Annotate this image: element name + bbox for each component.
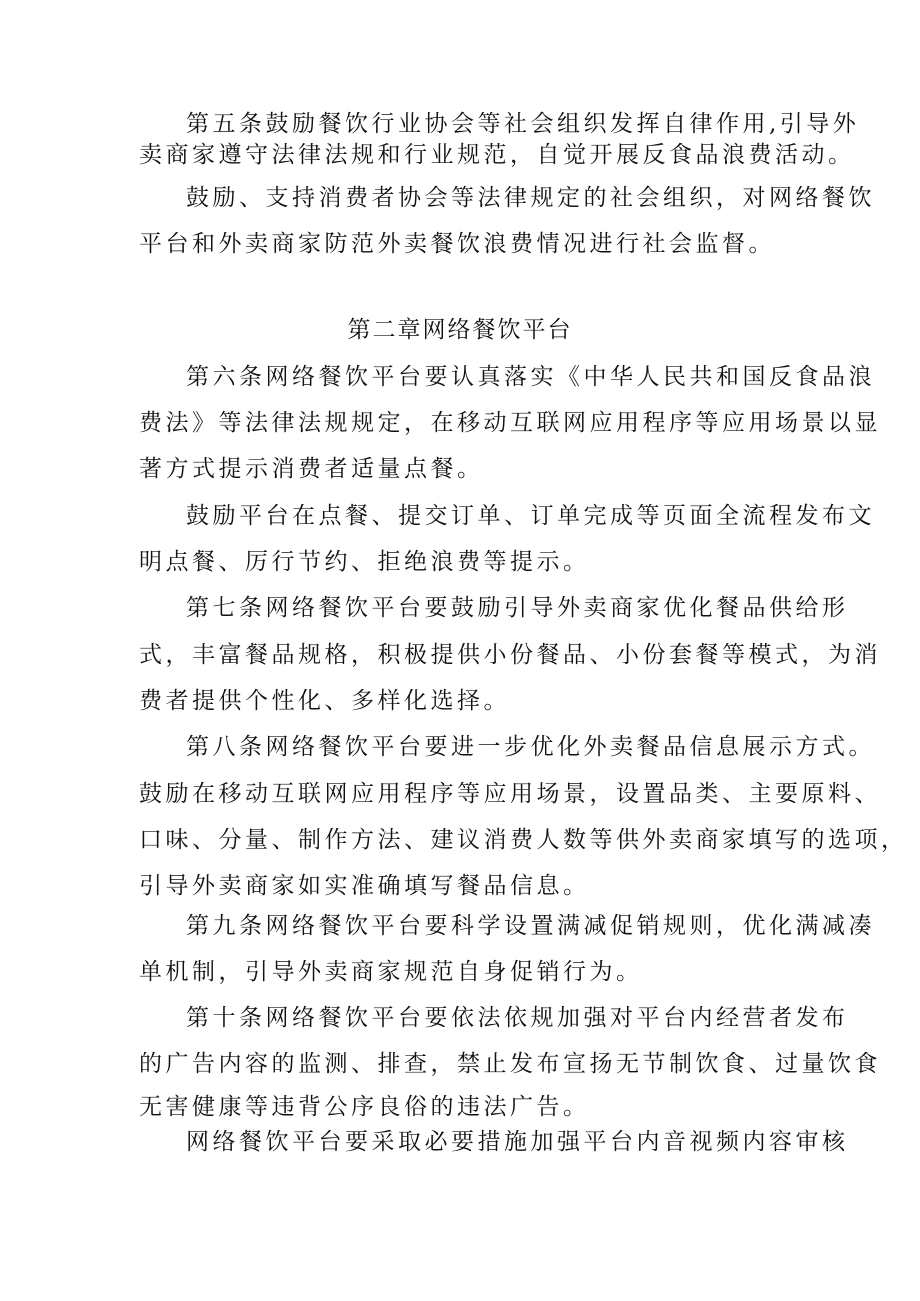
article-6-para-2-line-1: 鼓励平台在点餐、提交订单、订单完成等页面全流程发布文 [186,503,875,529]
article-10-para-2-line-1: 网络餐饮平台要采取必要措施加强平台内音视频内容审核 [186,1129,849,1155]
article-8-line-2: 鼓励在移动互联网应用程序等应用场景，设置品类、主要原料、 [139,781,881,807]
article-6-line-1: 第六条网络餐饮平台要认真落实《中华人民共和国反食品浪 [186,364,875,390]
article-10-line-2: 的广告内容的监测、排查，禁止发布宣扬无节制饮食、过量饮食 [139,1051,881,1077]
article-6-line-2: 费法》等法律法规规定，在移动互联网应用程序等应用场景以显 [139,410,881,436]
article-6-para-2-line-2: 明点餐、厉行节约、拒绝浪费等提示。 [139,549,590,575]
article-10-line-1: 第十条网络餐饮平台要依法依规加强对平台内经营者发布 [186,1005,849,1031]
article-8-line-1: 第八条网络餐饮平台要进一步优化外卖餐品信息展示方式。 [186,734,875,760]
article-9-line-2: 单机制，引导外卖商家规范自身促销行为。 [139,959,643,985]
article-8-line-4: 引导外卖商家如实准确填写餐品信息。 [139,873,590,899]
chapter-heading: 第二章网络餐饮平台 [347,317,573,343]
article-7-line-2: 式，丰富餐品规格，积极提供小份餐品、小份套餐等模式，为消 [139,642,881,668]
article-9-line-1: 第九条网络餐饮平台要科学设置满减促销规则，优化满减凑 [186,913,875,939]
article-5-para-2-line-1: 鼓励、支持消费者协会等法律规定的社会组织，对网络餐饮 [186,185,875,211]
article-8-line-3: 口味、分量、制作方法、建议消费人数等供外卖商家填写的选项， [139,827,908,853]
article-5-para-2-line-2: 平台和外卖商家防范外卖餐饮浪费情况进行社会监督。 [139,231,775,257]
article-5-line-1: 第五条鼓励餐饮行业协会等社会组织发挥自律作用,引导外 [186,111,860,137]
article-7-line-1: 第七条网络餐饮平台要鼓励引导外卖商家优化餐品供给形 [186,595,849,621]
article-6-line-3: 著方式提示消费者适量点餐。 [139,456,484,482]
article-5-line-2: 卖商家遵守法律法规和行业规范，自觉开展反食品浪费活动。 [139,142,855,168]
article-10-line-3: 无害健康等违背公序良俗的违法广告。 [139,1094,590,1120]
article-7-line-3: 费者提供个性化、多样化选择。 [139,688,510,714]
